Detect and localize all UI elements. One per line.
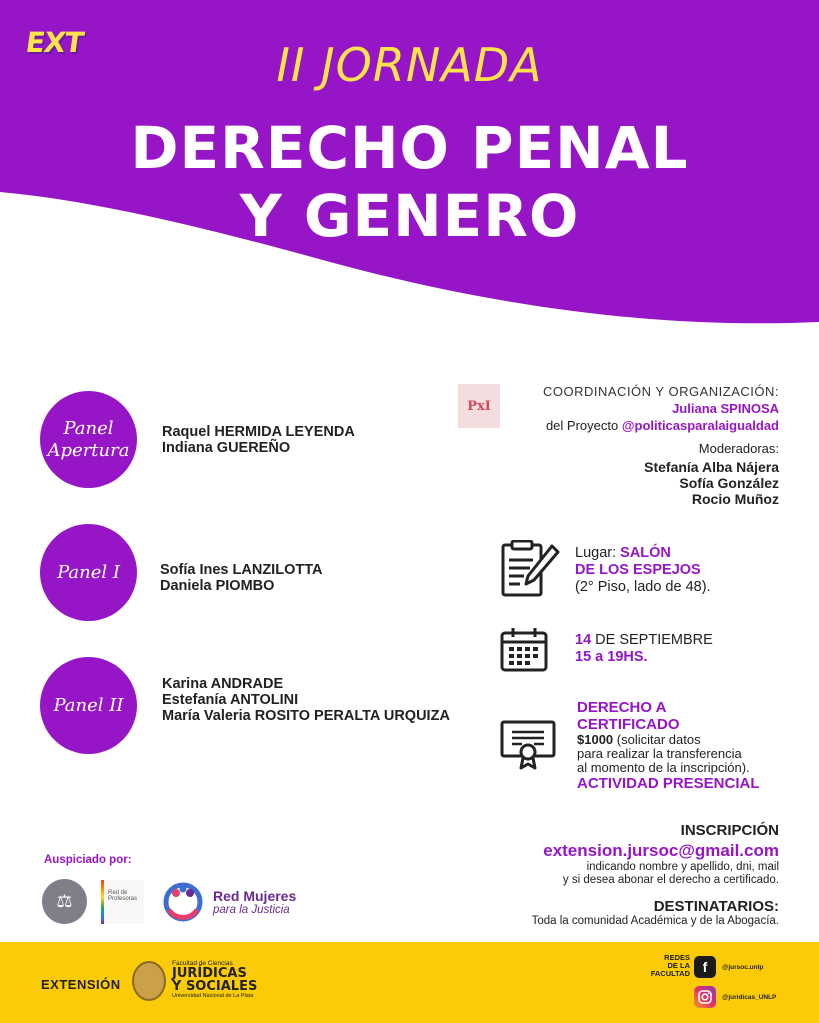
ext-logo: EXT bbox=[23, 26, 86, 59]
panel-1-circle bbox=[40, 524, 137, 621]
panel-label: Apertura bbox=[47, 439, 130, 461]
moderators-block bbox=[644, 441, 779, 507]
certificate-icon bbox=[500, 718, 556, 770]
sponsor-name: Red Mujeres bbox=[213, 888, 297, 904]
faculty-seal bbox=[132, 961, 166, 1001]
panelist-name: Karina ANDRADE bbox=[162, 676, 284, 692]
sponsors-label: Auspiciado por: bbox=[44, 854, 132, 866]
coordination-label: COORDINACIÓN Y ORGANIZACIÓN: bbox=[543, 384, 779, 399]
recipients-heading: DESTINATARIOS: bbox=[653, 898, 779, 915]
inscription-note: y si desea abonar el derecho a certificado. bbox=[562, 874, 779, 886]
certificate-price: $1000 bbox=[577, 732, 614, 747]
event-title-line2: Y GENERO bbox=[239, 182, 580, 250]
social-label-line: FACULTAD bbox=[650, 969, 690, 978]
inscription-heading: INSCRIPCIÓN bbox=[680, 822, 779, 839]
recipients-text: Toda la comunidad Académica y de la Abogacía. bbox=[531, 915, 779, 927]
certificate-block bbox=[577, 699, 760, 792]
sponsor-name: Red de bbox=[108, 890, 128, 896]
date-month: DE SEPTIEMBRE bbox=[591, 632, 713, 648]
recipients-block bbox=[532, 898, 779, 927]
red-mujeres-logo bbox=[161, 880, 296, 924]
clipboard-pen-icon bbox=[500, 540, 560, 600]
social-label-line: REDES bbox=[664, 953, 690, 962]
inscription-block bbox=[543, 822, 779, 887]
faculty-small: Facultad de Ciencias bbox=[172, 960, 233, 967]
panelist-name: Raquel HERMIDA LEYENDA bbox=[162, 424, 355, 440]
panel-apertura-names bbox=[162, 424, 355, 456]
location-detail: (2° Piso, lado de 48). bbox=[575, 579, 711, 595]
scales-logo: ⚖ bbox=[42, 879, 87, 924]
panelist-name: Sofía Ines LANZILOTTA bbox=[160, 562, 323, 578]
moderator-name: Rocio Muñoz bbox=[691, 491, 779, 507]
activity-mode: ACTIVIDAD PRESENCIAL bbox=[577, 775, 760, 792]
project-logo: PxI bbox=[458, 384, 500, 428]
facebook-link[interactable] bbox=[694, 956, 763, 978]
moderator-name: Sofía González bbox=[679, 475, 779, 491]
panel-label: Panel bbox=[63, 417, 114, 439]
facebook-icon: f bbox=[694, 956, 716, 978]
location-label: Lugar: bbox=[575, 545, 621, 561]
certificate-note: para realizar la transferencia bbox=[577, 746, 742, 761]
project-handle[interactable]: @politicasparalaigualdad bbox=[621, 418, 779, 433]
event-title-line1: DERECHO PENAL bbox=[130, 114, 689, 182]
panel-label: Panel I bbox=[57, 561, 120, 583]
faculty-name: Y SOCIALES bbox=[172, 979, 258, 994]
footer-bar bbox=[0, 942, 819, 1023]
certificate-note: (solicitar datos bbox=[613, 732, 701, 747]
moderator-name: Stefanía Alba Nájera bbox=[644, 459, 779, 475]
instagram-handle: @juridicas_UNLP bbox=[722, 993, 777, 1001]
social-label bbox=[612, 954, 690, 978]
panel-label: Panel II bbox=[53, 694, 124, 716]
panel-2-circle bbox=[40, 657, 137, 754]
panel-1-names bbox=[160, 562, 322, 594]
certificate-note: al momento de la inscripción). bbox=[577, 760, 750, 775]
red-mujeres-icon bbox=[161, 880, 205, 924]
instagram-link[interactable] bbox=[694, 986, 776, 1008]
coordination-block bbox=[543, 383, 779, 434]
instagram-icon bbox=[694, 986, 716, 1008]
panelist-name: María Valeria ROSITO PERALTA URQUIZA bbox=[162, 708, 450, 724]
coordinator-name: Juliana SPINOSA bbox=[672, 401, 779, 416]
faculty-name: JURÍDICAS bbox=[172, 966, 247, 981]
red-profesoras-logo bbox=[101, 880, 144, 924]
date-time: 15 a 19HS. bbox=[575, 649, 648, 665]
location-place: DE LOS ESPEJOS bbox=[575, 562, 701, 578]
date-day: 14 bbox=[575, 632, 592, 648]
faculty-block bbox=[172, 960, 257, 999]
moderators-label: Moderadoras: bbox=[698, 441, 779, 456]
social-label-line: DE LA bbox=[667, 961, 690, 970]
certificate-title: CERTIFICADO bbox=[577, 716, 680, 733]
project-prefix: del Proyecto bbox=[545, 418, 622, 433]
sponsor-tagline: para la Justicia bbox=[213, 904, 290, 916]
panelist-name: Indiana GUEREÑO bbox=[162, 440, 291, 456]
facebook-handle: @jursoc.unlp bbox=[722, 963, 764, 971]
panel-2-names bbox=[162, 676, 450, 724]
university-name: Universidad Nacional de La Plata bbox=[172, 993, 254, 999]
sponsor-name: Profesoras bbox=[108, 896, 138, 902]
location-block bbox=[575, 545, 711, 596]
inscription-note: indicando nombre y apellido, dni, mail bbox=[586, 861, 779, 873]
calendar-icon bbox=[500, 627, 550, 673]
event-subtitle: II JORNADA bbox=[276, 38, 543, 92]
footer-extension-label: EXTENSIÓN bbox=[41, 977, 121, 992]
date-block bbox=[575, 632, 713, 666]
panel-apertura-circle bbox=[40, 391, 137, 488]
panelist-name: Estefanía ANTOLINI bbox=[162, 692, 299, 708]
certificate-title: DERECHO A bbox=[577, 699, 667, 716]
panelist-name: Daniela PIOMBO bbox=[160, 578, 275, 594]
location-place: SALÓN bbox=[620, 545, 671, 561]
inscription-email[interactable]: extension.jursoc@gmail.com bbox=[543, 841, 779, 860]
